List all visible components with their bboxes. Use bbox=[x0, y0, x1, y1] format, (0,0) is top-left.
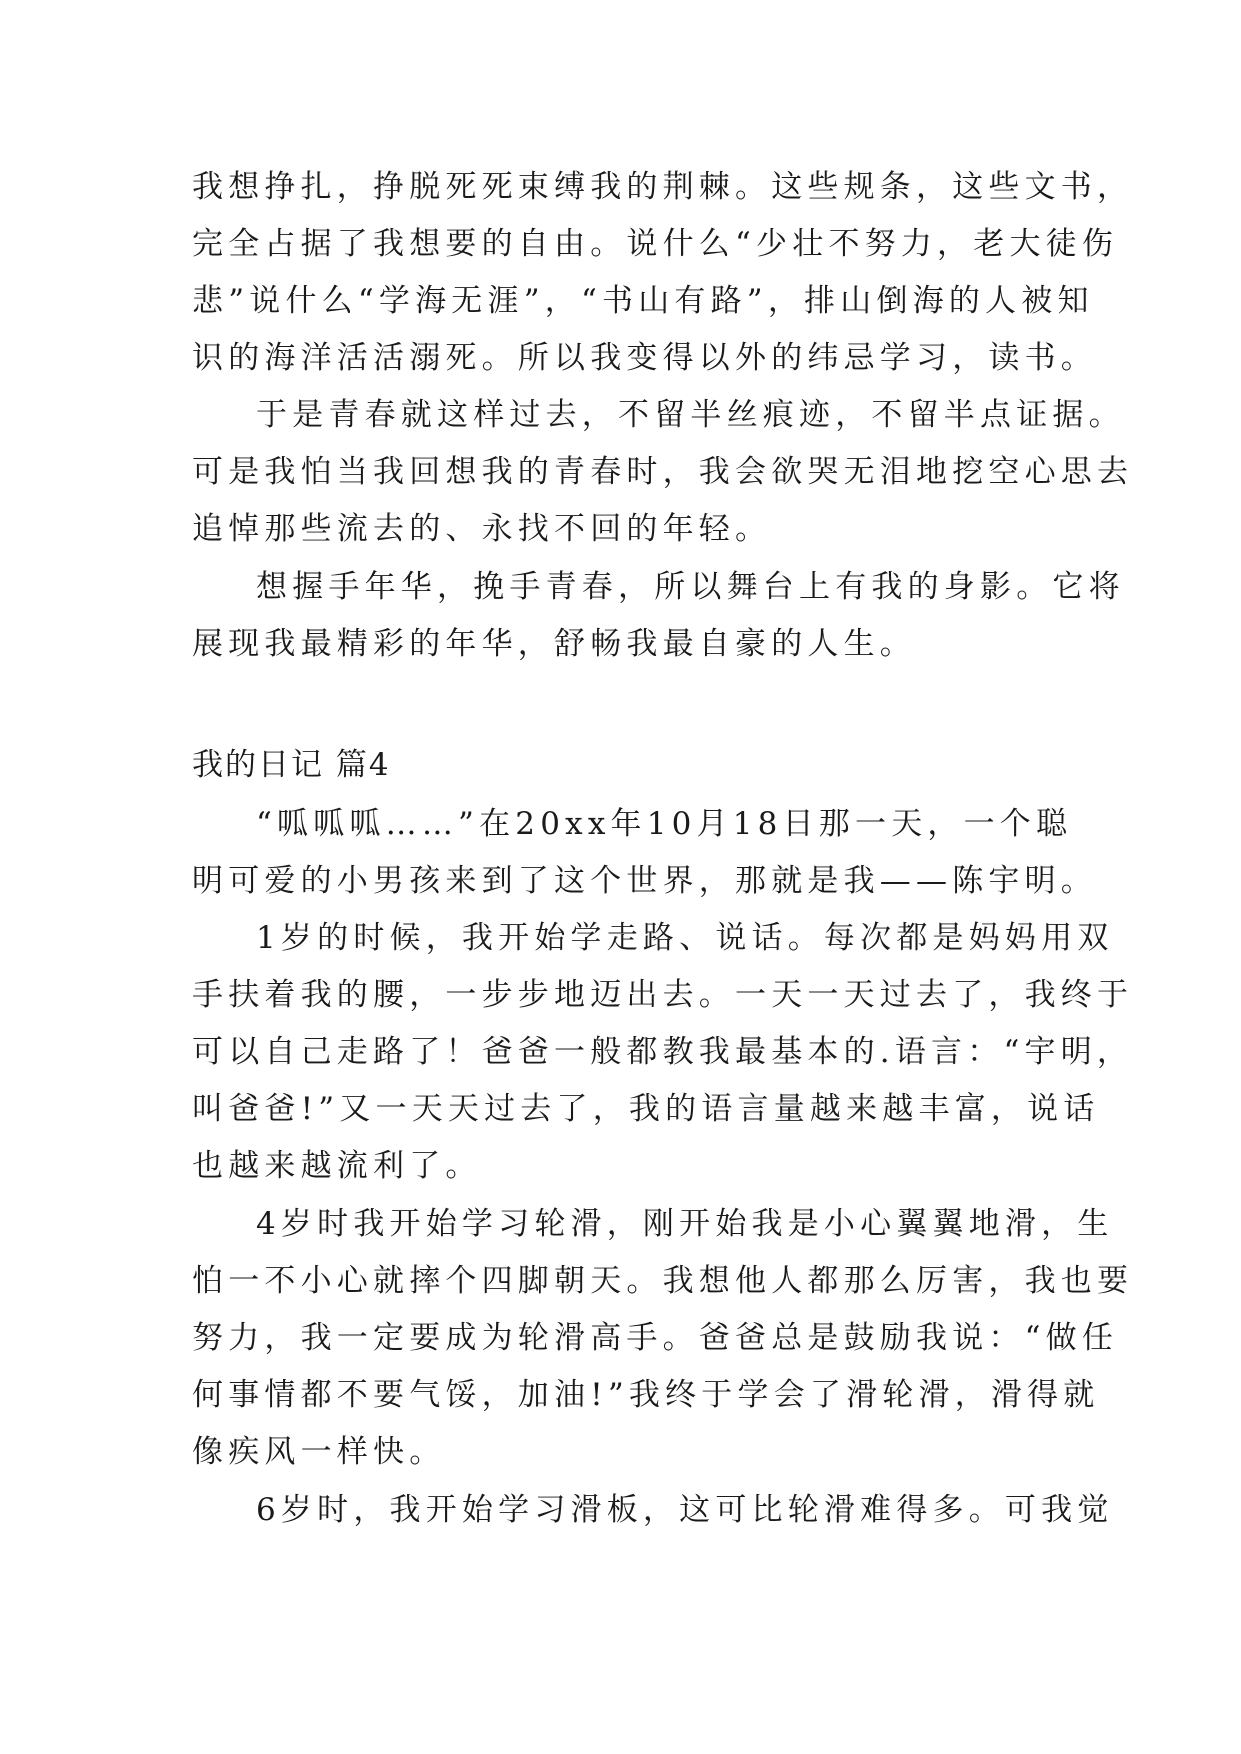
paragraph-line: 展现我最精彩的年华，舒畅我最自豪的人生。 bbox=[192, 626, 916, 662]
paragraph-line: 识的海洋活活溺死。所以我变得以外的纬忌学习，读书。 bbox=[192, 340, 1097, 376]
paragraph-line: 手扶着我的腰，一步步地迈出去。一天一天过去了，我终于 bbox=[192, 977, 1134, 1013]
paragraph-line: 可以自己走路了！爸爸一般都教我最基本的.语言：“宇明， bbox=[192, 1034, 1134, 1070]
paragraph-line: 叫爸爸!”又一天天过去了，我的语言量越来越丰富，说话 bbox=[192, 1091, 1100, 1127]
paragraph-line: 想握手年华，挽手青春，所以舞台上有我的身影。它将 bbox=[256, 569, 1125, 605]
paragraph-line: 1岁的时候，我开始学走路、说话。每次都是妈妈用双 bbox=[256, 920, 1114, 956]
section-heading: 我的日记 篇4 bbox=[192, 747, 391, 783]
paragraph-line: “呱呱呱……”在20xx年10月18日那一天，一个聪 bbox=[256, 806, 1073, 842]
paragraph-line: 悲”说什么“学海无涯”，“书山有路”，排山倒海的人被知 bbox=[192, 283, 1094, 319]
paragraph-line: 追悼那些流去的、永找不回的年轻。 bbox=[192, 511, 772, 547]
paragraph-line: 可是我怕当我回想我的青春时，我会欲哭无泪地挖空心思去 bbox=[192, 454, 1134, 490]
paragraph-line: 努力，我一定要成为轮滑高手。爸爸总是鼓励我说：“做任 bbox=[192, 1320, 1119, 1356]
paragraph-line: 何事情都不要气馁，加油!”我终于学会了滑轮滑，滑得就 bbox=[192, 1377, 1100, 1413]
paragraph-line: 明可爱的小男孩来到了这个世界，那就是我——陈宇明。 bbox=[192, 863, 1097, 899]
paragraph-line: 怕一不小心就摔个四脚朝天。我想他人都那么厉害，我也要 bbox=[192, 1263, 1134, 1299]
paragraph-line: 4岁时我开始学习轮滑，刚开始我是小心翼翼地滑，生 bbox=[256, 1206, 1114, 1242]
paragraph-line: 也越来越流利了。 bbox=[192, 1148, 482, 1184]
paragraph-line: 像疾风一样快。 bbox=[192, 1434, 446, 1470]
paragraph-line: 完全占据了我想要的自由。说什么“少壮不努力，老大徒伤 bbox=[192, 226, 1119, 262]
paragraph-line: 于是青春就这样过去，不留半丝痕迹，不留半点证据。 bbox=[256, 397, 1125, 433]
paragraph-line: 6岁时，我开始学习滑板，这可比轮滑难得多。可我觉 bbox=[256, 1492, 1114, 1528]
paragraph-line: 我想挣扎，挣脱死死束缚我的荆棘。这些规条，这些文书， bbox=[192, 169, 1134, 205]
